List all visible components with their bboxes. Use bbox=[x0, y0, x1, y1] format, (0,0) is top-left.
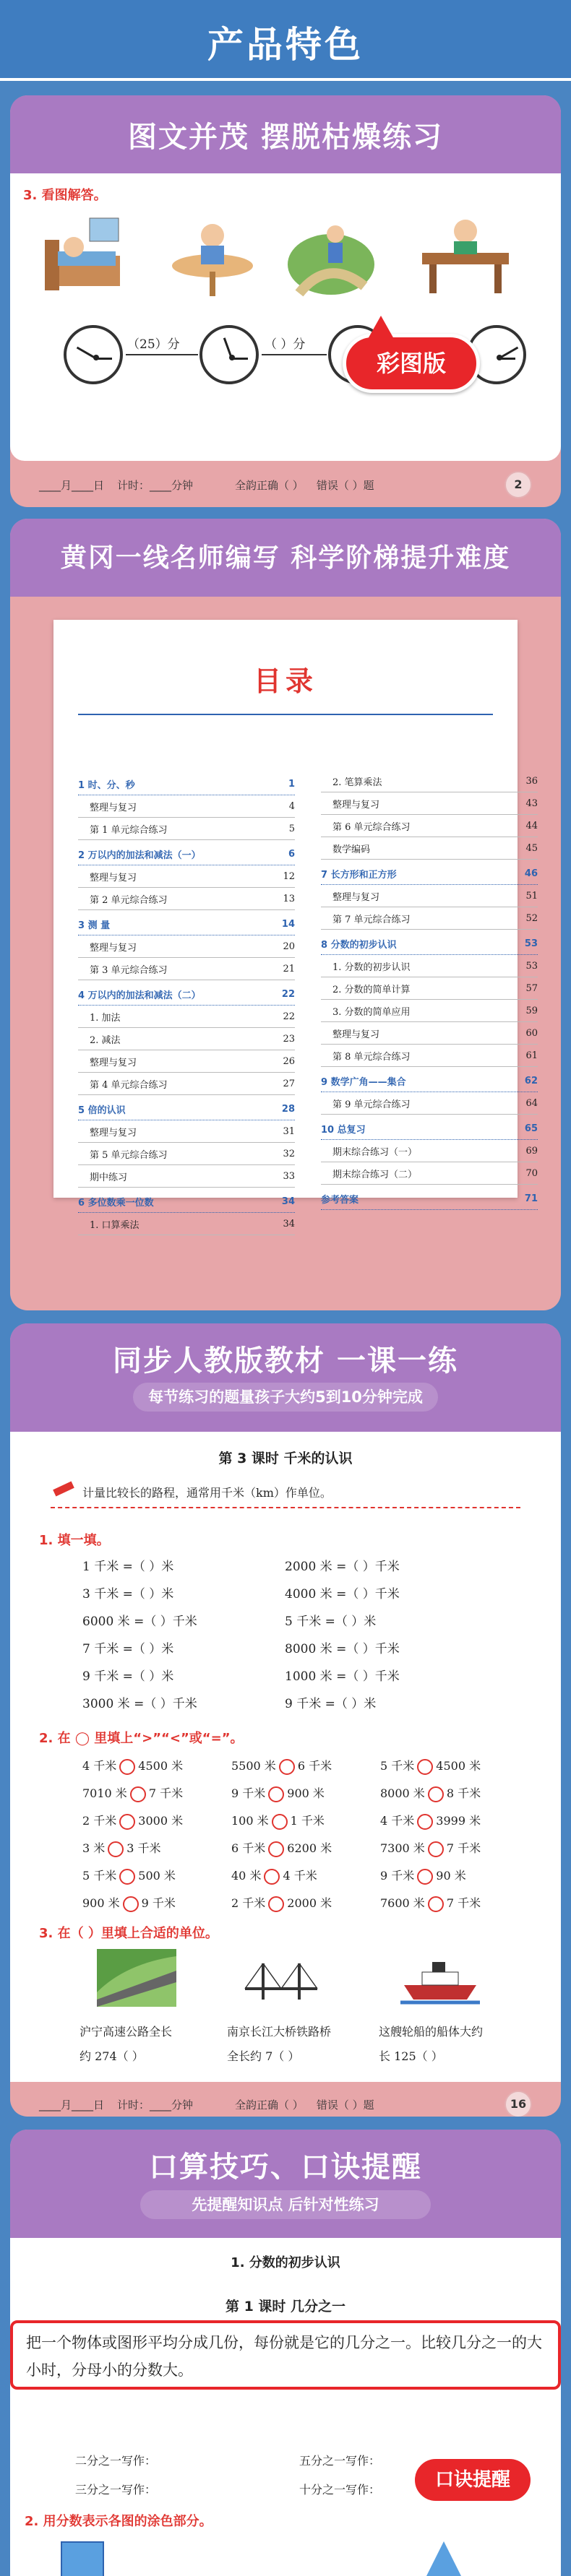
compare-circle[interactable] bbox=[428, 1841, 444, 1857]
q2-item bbox=[231, 1890, 380, 1917]
q3-line: 全长约 7（ ） bbox=[227, 2049, 300, 2063]
footer-timer: 计时：____分钟 bbox=[117, 2098, 194, 2112]
timeline-arrow bbox=[262, 354, 327, 355]
toc-row bbox=[321, 907, 538, 930]
intro-text: 计量比较长的路程，通常用千米（km）作单位。 bbox=[82, 1486, 332, 1500]
compare-circle[interactable] bbox=[268, 1896, 284, 1912]
q2-item bbox=[380, 1835, 529, 1862]
compare-circle[interactable] bbox=[119, 1814, 135, 1830]
q3-line: 约 274（ ） bbox=[80, 2049, 144, 2063]
q2-right: 6200 米 bbox=[287, 1841, 332, 1855]
q2-right: 1 千米 bbox=[290, 1814, 325, 1828]
card-title: 口算技巧、口诀提醒 bbox=[149, 2151, 422, 2184]
compare-circle[interactable] bbox=[268, 1841, 284, 1857]
q2-item bbox=[231, 1752, 380, 1780]
toc-row bbox=[321, 977, 538, 1000]
q2-left: 4 千米 bbox=[380, 1814, 415, 1828]
footer-date: ____月____日 bbox=[39, 2098, 105, 2112]
toc-page: 32 bbox=[283, 1148, 295, 1159]
q2-row bbox=[82, 1807, 531, 1835]
toc-page: 59 bbox=[525, 1005, 538, 1016]
card-title: 黄冈一线名师编写 科学阶梯提升难度 bbox=[60, 543, 511, 573]
q2-left: 7010 米 bbox=[82, 1786, 127, 1800]
q2-left: 900 米 bbox=[82, 1896, 120, 1910]
toc-entry: 期中练习 bbox=[90, 1172, 128, 1183]
toc-entry: 8 分数的初步认识 bbox=[321, 939, 397, 951]
fill-row: 五分之一写作： bbox=[299, 2454, 381, 2468]
toc-page: 27 bbox=[283, 1078, 295, 1089]
toc-entry: 1. 分数的初步认识 bbox=[332, 961, 411, 973]
toc-row bbox=[321, 1118, 538, 1140]
toc-entry: 第 2 单元综合练习 bbox=[90, 894, 168, 906]
q2-right: 8 千米 bbox=[446, 1786, 481, 1800]
toc-entry: 整理与复习 bbox=[332, 799, 380, 811]
tip-badge: 口诀提醒 bbox=[412, 2456, 533, 2504]
toc-entry: 5 倍的认识 bbox=[78, 1105, 126, 1116]
toc-page: 34 bbox=[283, 1218, 295, 1229]
toc-page: 4 bbox=[288, 800, 295, 812]
q1-row bbox=[82, 1553, 487, 1581]
q2-left: 5500 米 bbox=[231, 1759, 276, 1773]
q1-row bbox=[82, 1635, 487, 1663]
timeline-arrow bbox=[126, 354, 198, 355]
page-number: 16 bbox=[505, 2091, 532, 2117]
toc-row bbox=[78, 1098, 295, 1120]
q2-right: 7 千米 bbox=[148, 1786, 184, 1800]
footer-errors: 错误（ ）题 bbox=[316, 2098, 374, 2112]
toc-page: 26 bbox=[283, 1055, 295, 1067]
q2-item bbox=[82, 1780, 231, 1807]
q2-item bbox=[82, 1835, 231, 1862]
fill-row: 三分之一写作： bbox=[75, 2483, 157, 2497]
q3-line: 沪宁高速公路全长 bbox=[80, 2025, 173, 2039]
toc-entry: 6 多位数乘一位数 bbox=[78, 1197, 154, 1209]
toc-row bbox=[78, 1050, 295, 1073]
toc-page: 34 bbox=[281, 1196, 295, 1207]
toc-page: 31 bbox=[283, 1125, 295, 1137]
compare-circle[interactable] bbox=[119, 1759, 135, 1775]
toc-row bbox=[78, 958, 295, 980]
toc-page: 43 bbox=[525, 798, 538, 809]
toc-page: 22 bbox=[283, 1011, 295, 1022]
q2-right: 9 千米 bbox=[141, 1896, 176, 1910]
footer-timer: 计时：____分钟 bbox=[117, 478, 194, 492]
toc-page: 33 bbox=[283, 1170, 295, 1182]
toc-row bbox=[78, 773, 295, 795]
q2-left: 3 米 bbox=[82, 1841, 106, 1855]
q1-item: 3000 米 =（ ）千米 bbox=[82, 1697, 197, 1711]
toc-page: 52 bbox=[525, 912, 538, 924]
q2-right: 4500 米 bbox=[138, 1759, 184, 1773]
q2-right: 900 米 bbox=[287, 1786, 325, 1800]
page-number: 2 bbox=[505, 471, 532, 498]
q2-item bbox=[231, 1780, 380, 1807]
q1-row bbox=[82, 1581, 487, 1608]
bridge-icon bbox=[241, 1949, 321, 2007]
toc-right-column bbox=[321, 770, 538, 1210]
toc-row bbox=[78, 888, 295, 910]
clock-icon bbox=[199, 325, 259, 384]
toc-page: 6 bbox=[288, 848, 295, 860]
banner-title: 产品特色 bbox=[207, 24, 364, 66]
toc-entry: 整理与复习 bbox=[90, 1127, 137, 1138]
toc-page bbox=[53, 620, 538, 1231]
worksheet-footer bbox=[39, 471, 532, 498]
toc-page: 53 bbox=[524, 938, 538, 949]
feature-card-toc bbox=[10, 519, 561, 1310]
q1-item: 1000 米 =（ ）千米 bbox=[285, 1669, 400, 1684]
compare-circle[interactable] bbox=[428, 1896, 444, 1912]
q2-right: 7 千米 bbox=[446, 1841, 481, 1855]
q1-item: 8000 米 =（ ）千米 bbox=[285, 1642, 400, 1656]
q2-left: 9 千米 bbox=[380, 1869, 415, 1883]
compare-circle[interactable] bbox=[130, 1786, 146, 1802]
toc-row bbox=[78, 935, 295, 958]
toc-row bbox=[321, 792, 538, 815]
toc-row bbox=[78, 983, 295, 1006]
q1-row bbox=[82, 1608, 487, 1635]
q2-item bbox=[231, 1835, 380, 1862]
toc-row bbox=[321, 933, 538, 955]
toc-page: 36 bbox=[525, 775, 538, 787]
toc-page: 60 bbox=[525, 1027, 538, 1039]
toc-row bbox=[321, 1070, 538, 1092]
toc-row bbox=[321, 1162, 538, 1185]
toc-entry: 1 时、分、秒 bbox=[78, 779, 135, 791]
toc-page: 46 bbox=[524, 868, 538, 879]
compare-circle[interactable] bbox=[268, 1786, 284, 1802]
q2-left: 100 米 bbox=[231, 1814, 269, 1828]
clock-answer: （25）分 bbox=[127, 337, 180, 352]
toc-row bbox=[321, 863, 538, 885]
q2-right: 3999 米 bbox=[436, 1814, 481, 1828]
compare-circle[interactable] bbox=[417, 1759, 433, 1775]
toc-row bbox=[78, 1165, 295, 1188]
compare-circle[interactable] bbox=[417, 1869, 433, 1885]
compare-circle[interactable] bbox=[272, 1814, 288, 1830]
card-title: 同步人教版教材 一课一练 bbox=[113, 1344, 458, 1378]
q2-row bbox=[82, 1862, 531, 1890]
toc-page: 45 bbox=[525, 842, 538, 854]
toc-title: 目录 bbox=[253, 665, 317, 697]
toc-row bbox=[78, 1073, 295, 1095]
toc-page: 57 bbox=[525, 982, 538, 994]
toc-page: 21 bbox=[283, 963, 295, 974]
q3-line: 南京长江大桥铁路桥 bbox=[227, 2025, 332, 2039]
toc-row bbox=[78, 1006, 295, 1028]
toc-page: 65 bbox=[524, 1123, 538, 1134]
toc-entry: 第 7 单元综合练习 bbox=[332, 914, 411, 925]
toc-entry: 整理与复习 bbox=[332, 1029, 380, 1040]
q2-left: 2 千米 bbox=[231, 1896, 266, 1910]
q2-row bbox=[82, 1835, 531, 1862]
q2-left: 5 千米 bbox=[82, 1869, 117, 1883]
toc-page: 61 bbox=[525, 1050, 538, 1061]
toc-row bbox=[321, 955, 538, 977]
question-1-title: 1. 填一填。 bbox=[39, 1533, 110, 1548]
q2-item bbox=[380, 1862, 529, 1890]
card-header bbox=[10, 2130, 561, 2238]
toc-entry: 期末综合练习（一） bbox=[332, 1146, 418, 1158]
toc-entry: 4 万以内的加法和减法（二） bbox=[78, 990, 201, 1001]
toc-entry: 第 5 单元综合练习 bbox=[90, 1149, 168, 1161]
worksheet-page bbox=[10, 1432, 561, 2082]
toc-entry: 1. 口算乘法 bbox=[90, 1219, 139, 1231]
q1-item: 3 千米 =（ ）米 bbox=[82, 1587, 174, 1602]
q1-item: 9 千米 =（ ）米 bbox=[82, 1669, 174, 1684]
fill-row: 二分之一写作： bbox=[75, 2454, 157, 2468]
lesson-title: 第 3 课时 千米的认识 bbox=[218, 1451, 353, 1466]
q2-right: 4500 米 bbox=[436, 1759, 481, 1773]
q2-right: 500 米 bbox=[138, 1869, 176, 1883]
top-banner bbox=[0, 0, 571, 81]
q1-row bbox=[82, 1690, 487, 1718]
ship-icon bbox=[400, 1949, 480, 2007]
scene-study-icon bbox=[415, 209, 516, 296]
q2-row bbox=[82, 1752, 531, 1780]
footer-correct: 全韵正确（ ） bbox=[235, 2098, 304, 2112]
toc-row bbox=[321, 1022, 538, 1045]
q2-right: 7 千米 bbox=[446, 1896, 481, 1910]
compare-circle[interactable] bbox=[428, 1786, 444, 1802]
clock-icon bbox=[64, 325, 123, 384]
scene-breakfast-icon bbox=[169, 214, 256, 298]
q2-right: 6 千米 bbox=[297, 1759, 332, 1773]
q2-item bbox=[231, 1807, 380, 1835]
compare-circle[interactable] bbox=[279, 1759, 295, 1775]
toc-page: 64 bbox=[525, 1097, 538, 1109]
worksheet-page bbox=[10, 173, 561, 461]
toc-page: 5 bbox=[288, 823, 295, 834]
toc-row bbox=[321, 885, 538, 907]
toc-entry: 7 长方形和正方形 bbox=[321, 869, 397, 881]
compare-circle[interactable] bbox=[417, 1814, 433, 1830]
footer-correct: 全韵正确（ ） bbox=[235, 478, 304, 492]
toc-row bbox=[321, 1140, 538, 1162]
toc-row bbox=[78, 818, 295, 840]
scene-walking-icon bbox=[285, 214, 379, 298]
q2-item bbox=[380, 1752, 529, 1780]
toc-page: 70 bbox=[525, 1167, 538, 1179]
feature-card-illustrated bbox=[10, 95, 561, 507]
toc-page: 23 bbox=[283, 1033, 295, 1045]
q2-right: 2000 米 bbox=[287, 1896, 332, 1910]
q2-row bbox=[82, 1780, 531, 1807]
toc-row bbox=[78, 843, 295, 865]
toc-page: 44 bbox=[525, 820, 538, 831]
q2-left: 4 千米 bbox=[82, 1759, 117, 1773]
q3-line: 长 125（ ） bbox=[379, 2049, 443, 2063]
lesson-title: 第 1 课时 几分之一 bbox=[225, 2299, 346, 2314]
q2-item bbox=[380, 1807, 529, 1835]
highway-icon bbox=[97, 1949, 176, 2007]
toc-row bbox=[78, 1143, 295, 1165]
q2-left: 2 千米 bbox=[82, 1814, 117, 1828]
compare-circle[interactable] bbox=[123, 1896, 139, 1912]
q2-item bbox=[231, 1862, 380, 1890]
compare-circle[interactable] bbox=[108, 1841, 124, 1857]
toc-entry: 9 数学广角——集合 bbox=[321, 1076, 406, 1088]
toc-entry: 第 4 单元综合练习 bbox=[90, 1079, 168, 1091]
toc-row bbox=[321, 1188, 538, 1210]
q1-grid bbox=[82, 1553, 487, 1718]
toc-page: 1 bbox=[288, 778, 295, 790]
toc-page: 22 bbox=[281, 988, 295, 1000]
q1-row bbox=[82, 1663, 487, 1690]
shape-square bbox=[61, 2541, 104, 2576]
toc-row bbox=[78, 1028, 295, 1050]
toc-left-column bbox=[78, 770, 295, 1235]
q1-item: 2000 米 =（ ）千米 bbox=[285, 1560, 400, 1574]
toc-row bbox=[78, 865, 295, 888]
toc-entry: 整理与复习 bbox=[90, 942, 137, 954]
footer-errors: 错误（ ）题 bbox=[316, 478, 374, 492]
card-header bbox=[10, 519, 561, 597]
toc-entry: 第 6 单元综合练习 bbox=[332, 821, 411, 833]
toc-entry: 2. 笔算乘法 bbox=[332, 777, 382, 788]
toc-entry: 2. 分数的简单计算 bbox=[332, 984, 411, 995]
color-edition-badge: 彩图版 bbox=[343, 334, 480, 393]
question-2-title: 2. 用分数表示各图的涂色部分。 bbox=[25, 2514, 212, 2529]
compare-circle[interactable] bbox=[119, 1869, 135, 1885]
toc-row bbox=[321, 815, 538, 837]
q2-left: 7300 米 bbox=[380, 1841, 425, 1855]
toc-row bbox=[321, 837, 538, 860]
q1-item: 1 千米 =（ ）米 bbox=[82, 1560, 174, 1574]
q2-grid bbox=[82, 1752, 531, 1917]
toc-entry: 3. 分数的简单应用 bbox=[332, 1006, 411, 1018]
toc-entry: 整理与复习 bbox=[332, 891, 380, 903]
card-header bbox=[10, 1323, 561, 1432]
q2-right: 3000 米 bbox=[138, 1814, 184, 1828]
toc-row bbox=[78, 795, 295, 818]
toc-entry: 第 1 单元综合练习 bbox=[90, 824, 168, 836]
toc-entry: 整理与复习 bbox=[90, 872, 137, 883]
q2-row bbox=[82, 1890, 531, 1917]
toc-page: 28 bbox=[281, 1103, 295, 1115]
q1-item: 9 千米 =（ ）米 bbox=[285, 1697, 377, 1711]
tip-callout: 把一个物体或图形平均分成几份，每份就是它的几分之一。比较几分之一的大小时，分母小的分数大。 bbox=[10, 2320, 561, 2390]
toc-page: 71 bbox=[524, 1193, 538, 1204]
toc-row bbox=[321, 770, 538, 792]
q1-item: 4000 米 =（ ）千米 bbox=[285, 1587, 400, 1602]
q2-left: 8000 米 bbox=[380, 1786, 425, 1800]
toc-row bbox=[78, 1190, 295, 1213]
toc-entry: 10 总复习 bbox=[321, 1124, 366, 1136]
card-title: 图文并茂 摆脱枯燥练习 bbox=[128, 121, 443, 154]
toc-entry: 第 9 单元综合练习 bbox=[332, 1099, 411, 1110]
toc-entry: 参考答案 bbox=[321, 1194, 359, 1206]
q2-item bbox=[82, 1862, 231, 1890]
q2-item bbox=[380, 1780, 529, 1807]
feature-card-sync bbox=[10, 1323, 561, 2117]
toc-title-rule bbox=[78, 714, 493, 715]
footer-date: ____月____日 bbox=[39, 478, 105, 492]
q3-line: 这艘轮船的船体大约 bbox=[379, 2025, 484, 2039]
toc-row bbox=[321, 1000, 538, 1022]
toc-page: 69 bbox=[525, 1145, 538, 1157]
toc-page: 62 bbox=[524, 1075, 538, 1086]
toc-entry: 整理与复习 bbox=[90, 802, 137, 813]
toc-row bbox=[78, 1213, 295, 1235]
question-3-title: 3. 在（ ）里填上合适的单位。 bbox=[39, 1926, 218, 1941]
q2-item bbox=[82, 1890, 231, 1917]
q1-item: 5 千米 =（ ）米 bbox=[285, 1615, 377, 1629]
q2-item bbox=[380, 1890, 529, 1917]
toc-page: 20 bbox=[283, 941, 295, 952]
toc-entry: 2. 减法 bbox=[90, 1034, 121, 1046]
toc-page: 12 bbox=[283, 870, 295, 882]
toc-row bbox=[321, 1045, 538, 1067]
worksheet-footer bbox=[39, 2091, 532, 2117]
q2-item bbox=[82, 1807, 231, 1835]
q2-item bbox=[82, 1752, 231, 1780]
q2-left: 7600 米 bbox=[380, 1896, 425, 1910]
q1-item: 6000 米 =（ ）千米 bbox=[82, 1615, 197, 1629]
toc-entry: 数学编码 bbox=[332, 844, 371, 855]
q2-right: 90 米 bbox=[436, 1869, 466, 1883]
chapter-title: 1. 分数的初步认识 bbox=[231, 2255, 340, 2270]
toc-row bbox=[78, 913, 295, 935]
question-2-title: 2. 在 ◯ 里填上“>”“<”或“=”。 bbox=[39, 1731, 244, 1746]
toc-page: 53 bbox=[525, 960, 538, 972]
toc-entry: 第 8 单元综合练习 bbox=[332, 1051, 411, 1063]
q2-left: 40 米 bbox=[231, 1869, 262, 1883]
toc-page: 51 bbox=[525, 890, 538, 902]
clock-answer: （ ）分 bbox=[265, 337, 306, 352]
toc-entry: 2 万以内的加法和减法（一） bbox=[78, 850, 201, 861]
toc-entry: 第 3 单元综合练习 bbox=[90, 964, 168, 976]
toc-page: 13 bbox=[283, 893, 295, 904]
question-label: 3. 看图解答。 bbox=[23, 188, 107, 203]
toc-entry: 3 测 量 bbox=[78, 920, 111, 931]
toc-page: 14 bbox=[281, 918, 295, 930]
scene-bed-icon bbox=[39, 211, 126, 298]
card-header bbox=[10, 95, 561, 173]
q2-right: 4 千米 bbox=[283, 1869, 317, 1883]
q2-left: 6 千米 bbox=[231, 1841, 266, 1855]
q2-right: 3 千米 bbox=[126, 1841, 161, 1855]
toc-row bbox=[321, 1092, 538, 1115]
q2-left: 9 千米 bbox=[231, 1786, 266, 1800]
fill-row: 十分之一写作： bbox=[299, 2483, 381, 2497]
toc-entry: 整理与复习 bbox=[90, 1057, 137, 1068]
shape-triangle bbox=[422, 2541, 465, 2576]
toc-entry: 期末综合练习（二） bbox=[332, 1169, 418, 1180]
worksheet-page bbox=[10, 2238, 561, 2576]
q1-item: 7 千米 =（ ）米 bbox=[82, 1642, 174, 1656]
q2-left: 5 千米 bbox=[380, 1759, 415, 1773]
card-subtitle-pill: 每节练习的题量孩子大约5到10分钟完成 bbox=[133, 1383, 438, 1412]
toc-entry: 1. 加法 bbox=[90, 1012, 121, 1024]
compare-circle[interactable] bbox=[264, 1869, 280, 1885]
toc-row bbox=[78, 1120, 295, 1143]
card-subtitle-pill: 先提醒知识点 后针对性练习 bbox=[140, 2190, 431, 2219]
